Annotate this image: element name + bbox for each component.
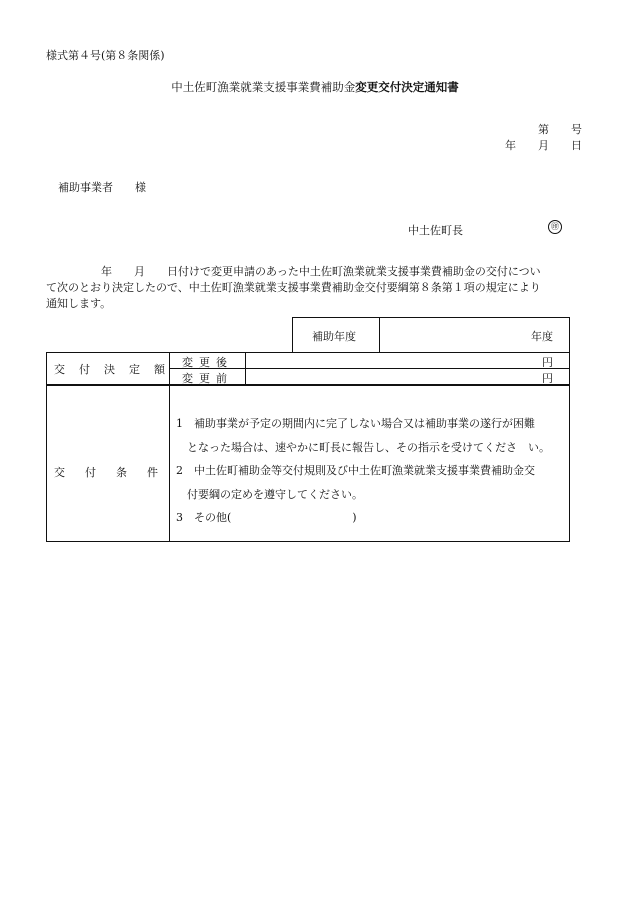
body-line: 年 月 日付けで変更申請のあった中土佐町漁業就業支援事業費補助金の交付につい [46, 265, 541, 278]
sublabel-divider [245, 352, 246, 384]
condition-item: 1 補助事業が予定の期間内に完了しない場合又は補助事業の遂行が困難 [176, 417, 535, 430]
before-label: 変更前 [182, 372, 233, 385]
fiscal-year-divider [379, 317, 380, 353]
document-date: 年 月 日 [505, 139, 582, 152]
amount-label: 交付決定額 [54, 363, 179, 376]
after-label: 変更後 [182, 356, 233, 369]
condition-item: 2 中土佐町補助金等交付規則及び中土佐町漁業就業支援事業費補助金交 [176, 464, 535, 477]
issuer: 中土佐町長 [408, 224, 463, 237]
conditions-list [176, 412, 550, 530]
condition-item: となった場合は、速やかに町長に報告し、その指示を受けてくださ い。 [176, 440, 550, 454]
fiscal-year-unit: 年度 [531, 330, 553, 343]
yen-before: 円 [542, 372, 553, 385]
yen-after: 円 [542, 356, 553, 369]
seal-mark: ㊞ [548, 220, 562, 234]
fiscal-year-label: 補助年度 [312, 330, 356, 343]
document-number: 第 号 [538, 123, 582, 136]
condition-item: 3 その他( ) [176, 511, 357, 524]
body-text [46, 264, 584, 312]
body-line: 通知します。 [46, 297, 112, 310]
form-number: 様式第４号(第８条関係) [46, 49, 165, 62]
body-line: て次のとおり決定したので、中土佐町漁業就業支援事業費補助金交付要綱第８条第１項の規定により [46, 281, 541, 294]
condition-item: 付要綱の定めを遵守してください。 [176, 487, 363, 501]
title-bold: 変更交付決定通知書 [355, 80, 459, 94]
conditions-label: 交付条件 [54, 466, 178, 479]
title-normal: 中土佐町漁業就業支援事業費補助金 [171, 80, 356, 94]
document-title [0, 79, 630, 95]
amount-row-divider [46, 384, 570, 386]
recipient: 補助事業者 様 [58, 181, 146, 194]
label-column-divider [169, 352, 170, 542]
